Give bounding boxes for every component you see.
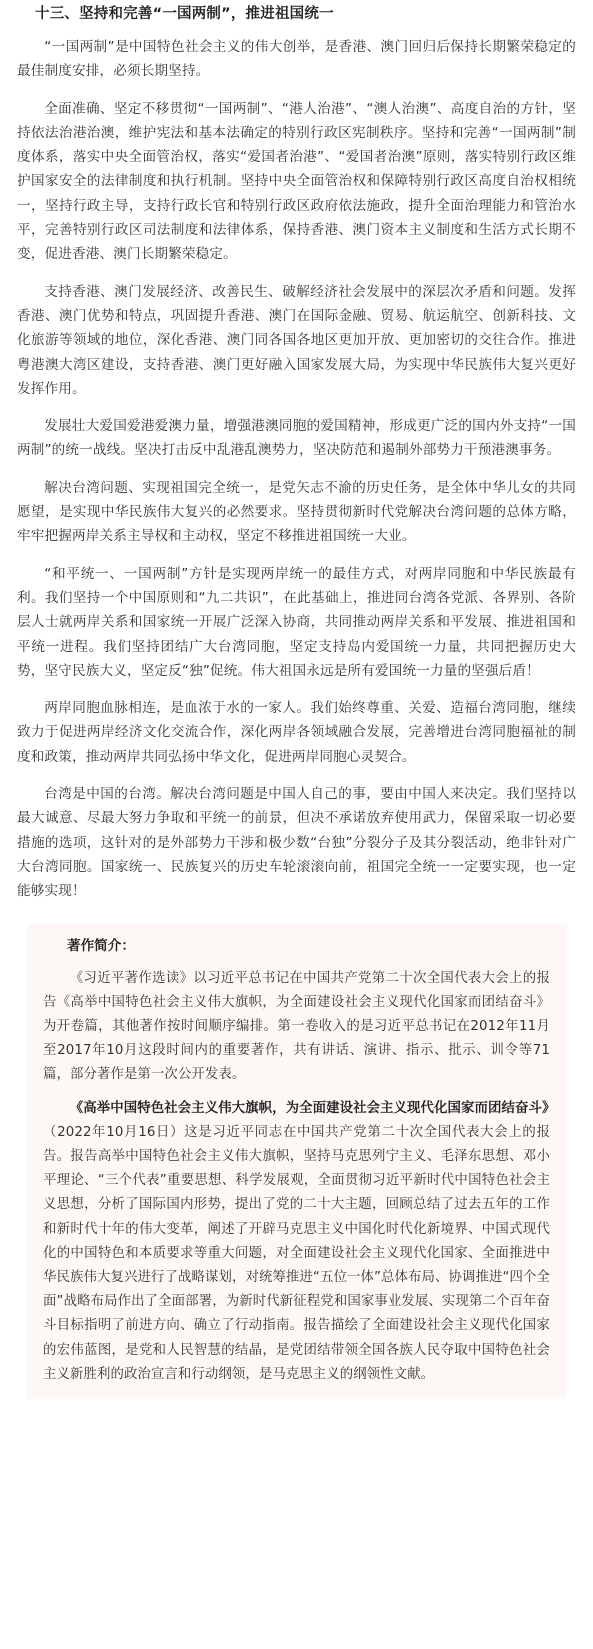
report-title: 《高举中国特色社会主义伟大旗帜，为全面建设社会主义现代化国家而团结奋斗》 xyxy=(69,1100,556,1116)
paragraph-1: “一国两制”是中国特色社会主义的伟大创举，是香港、澳门回归后保持长期繁荣稳定的最佳制度安排，必须长期坚持。 xyxy=(17,39,576,80)
intro-paragraph-2 xyxy=(43,1097,556,1387)
report-summary: （2022年10月16日）这是习近平同志在中国共产党第二十次全国代表大会上的报告。报告高举中国特色社会主义伟大旗帜，坚持马克思列宁主义、毛泽东思想、邓小平理论、“三个代表”重要思想、科学发展观，全面贯彻习近平新时代中国特色社会主义思想，分析了国际国内形势，提出了党的二十大主题，回顾总结了过去五年的工作和新时代十年的伟大变革，阐述了开辟马克思主义中国化时代化新境界、中国式现代化的中国特色和本质要求等重大问题，对全面建设社会主义现代化国家、全面推进中华民族伟大复兴进行了战略谋划，对统筹推进“五位一体”总体布局、协调推进“四个全面”战略布局作出了全面部署，为新时代新征程党和国家事业发展、实现第二个百年奋斗目标指明了前进方向、确立了行动指南。报告描绘了全面建设社会主义现代化国家的宏伟蓝图，是党和人民智慧的结晶，是党团结带领全国各族人民夺取中国特色社会主义新胜利的政治宣言和行动纲领，是马克思主义的纲领性文献。 xyxy=(43,1124,550,1382)
paragraph-7: 两岸同胞血脉相连，是血浓于水的一家人。我们始终尊重、关爱、造福台湾同胞，继续致力于促进两岸经济文化交流合作，深化两岸各领域融合发展，完善增进台湾同胞福祉的制度和政策，推动两岸共同弘扬中华文化，促进两岸同胞心灵契合。 xyxy=(17,700,576,765)
paragraph-8: 台湾是中国的台湾。解决台湾问题是中国人自己的事，要由中国人来决定。我们坚持以最大诚意、尽最大努力争取和平统一的前景，但决不承诺放弃使用武力，保留采取一切必要措施的选项，这针对的是外部势力干涉和极少数“台独”分裂分子及其分裂活动，绝非针对广大台湾同胞。国家统一、民族复兴的历史车轮滚滚向前，祖国完全统一一定要实现，也一定能够实现！ xyxy=(17,786,576,900)
book-intro-box xyxy=(26,924,567,1399)
paragraph-3: 支持香港、澳门发展经济、改善民生、破解经济社会发展中的深层次矛盾和问题。发挥香港、澳门优势和特点，巩固提升香港、澳门在国际金融、贸易、航运航空、创新科技、文化旅游等领域的地位，深化香港、澳门同各国各地区更加开放、更加密切的交往合作。推进粤港澳大湾区建设，支持香港、澳门更好融入国家发展大局，为实现中华民族伟大复兴更好发挥作用。 xyxy=(17,283,576,397)
paragraph-5: 解决台湾问题、实现祖国完全统一，是党矢志不渝的历史任务，是全体中华儿女的共同愿望，是实现中华民族伟大复兴的必然要求。坚持贯彻新时代党解决台湾问题的总体方略，牢牢把握两岸关系主导权和主动权，坚定不移推进祖国统一大业。 xyxy=(17,479,576,545)
paragraph-4: 发展壮大爱国爱港爱澳力量，增强港澳同胞的爱国精神，形成更广泛的国内外支持“一国两制”的统一战线。坚决打击反中乱港乱澳势力，坚决防范和遏制外部势力干预港澳事务。 xyxy=(17,418,576,459)
intro-heading: 著作简介： xyxy=(67,937,135,954)
intro-paragraph-1: 《习近平著作选读》以习近平总书记在中国共产党第二十次全国代表大会上的报告《高举中国特色社会主义伟大旗帜，为全面建设社会主义现代化国家而团结奋斗》为开卷篇，其他著作按时间顺序编排。第一卷收入的是习近平总书记在2012年11月至2017年10月这段时间内的重要著作，共有讲话、演讲、指示、批示、训令等71篇，部分著作是第一次公开发表。 xyxy=(43,970,550,1083)
section-title: 十三、坚持和完善“一国两制”，推进祖国统一 xyxy=(35,6,334,22)
paragraph-6: “和平统一、一国两制”方针是实现两岸统一的最佳方式，对两岸同胞和中华民族最有利。我们坚持一个中国原则和“九二共识”，在此基础上，推进同台湾各党派、各界别、各阶层人士就两岸关系和国家统一开展广泛深入协商，共同推动两岸关系和平发展、推进祖国和平统一进程。我们坚持团结广大台湾同胞，坚定支持岛内爱国统一力量，共同把握历史大势，坚守民族大义，坚定反“独”促统。伟大祖国永远是所有爱国统一力量的坚强后盾！ xyxy=(17,565,576,679)
paragraph-2: 全面准确、坚定不移贯彻“一国两制”、“港人治港”、“澳人治澳”、高度自治的方针，坚持依法治港治澳，维护宪法和基本法确定的特别行政区宪制秩序。坚持和完善“一国两制”制度体系，落实中央全面管治权，落实“爱国者治港”、“爱国者治澳”原则，落实特别行政区维护国家安全的法律制度和执行机制。坚持中央全面管治权和保障特别行政区高度自治权相统一，坚持行政主导，支持行政长官和特别行政区政府依法施政，提升全面治理能力和管治水平，完善特别行政区司法制度和法律体系，保持香港、澳门资本主义制度和生活方式长期不变，促进香港、澳门长期繁荣稳定。 xyxy=(17,100,576,263)
